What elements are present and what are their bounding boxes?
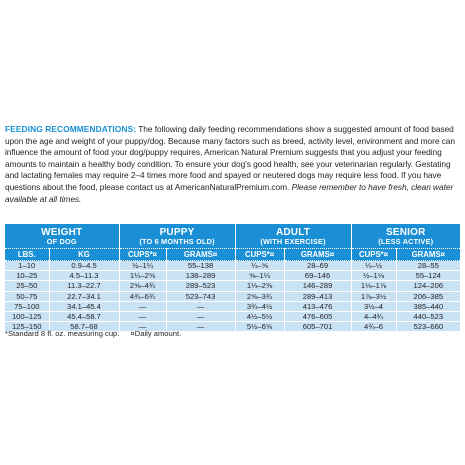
footnote-cups: *Standard 8 fl. oz. measuring cup.	[5, 329, 120, 338]
table-cell: 2⅝–4¾	[119, 281, 166, 291]
table-cell: 1⅓–2⅝	[235, 281, 284, 291]
table-body	[5, 261, 460, 332]
table-cell: 5½–6⅝	[235, 322, 284, 332]
table-cell: 124–206	[396, 281, 460, 291]
group-header-weight	[5, 224, 119, 249]
table-cell: 413–476	[284, 301, 351, 311]
footnotes	[5, 329, 181, 339]
feeding-body-text: The following daily feeding recommendations show a suggested amount of food based upon the age and weight of your puppy/dog. Because many factors such as breed, activity level, environment and more can influence the amount of food your dog/puppy requires, American Natural Premium suggests that you adjust your feeding amounts to maintain a healthy body condition. To ensure your dog's good health, see your veterinarian regularly. Gestating and lactating females may require 2–4 times more food and spayed or neutered dogs may require less food. If you have questions about the food, please contact us at AmericanNaturalPremium.com.	[5, 124, 455, 192]
table-cell: —	[119, 301, 166, 311]
table-cell: 28–69	[284, 261, 351, 271]
table-unit-header	[5, 249, 460, 261]
group-title: PUPPY	[159, 227, 195, 238]
unit-header: CUPS*¤	[119, 249, 166, 261]
table-cell: 206–385	[396, 291, 460, 301]
footnote-daily: ¤Daily amount.	[130, 329, 182, 338]
feeding-intro	[5, 124, 461, 205]
table-cell: 55–124	[396, 271, 460, 281]
table-cell: 4¾–6¾	[119, 291, 166, 301]
table-row	[5, 312, 460, 322]
table-cell: 50–75	[5, 291, 49, 301]
table-cell: 75–100	[5, 301, 49, 311]
table-cell: 0.9–4.5	[49, 261, 119, 271]
unit-header: CUPS*¤	[235, 249, 284, 261]
group-header-puppy	[119, 224, 235, 249]
table-cell: 34.1–45.4	[49, 301, 119, 311]
table-cell: 3¾–4½	[235, 301, 284, 311]
table-cell: 11.3–22.7	[49, 281, 119, 291]
table-cell: 523–660	[396, 322, 460, 332]
group-header-adult	[235, 224, 351, 249]
table-cell: ¼–½	[351, 261, 396, 271]
table-cell: 22.7–34.1	[49, 291, 119, 301]
table-cell: 45.4–58.7	[49, 312, 119, 322]
table-cell: 4¾–6	[351, 322, 396, 332]
table-cell: ½–1¼	[119, 261, 166, 271]
table-cell: 4½–5½	[235, 312, 284, 322]
table-cell: 2⅝–3¾	[235, 291, 284, 301]
table-cell: 138–289	[166, 271, 235, 281]
table-cell: 523–743	[166, 291, 235, 301]
water-reminder: Please remember to have fresh, clean water available at all times.	[5, 181, 454, 204]
table-row	[5, 281, 460, 291]
table-cell: 58.7–68	[49, 322, 119, 332]
table-cell: 476–605	[284, 312, 351, 322]
table-cell: —	[166, 301, 235, 311]
table-cell: —	[166, 322, 235, 332]
table-cell: ¼–⅝	[235, 261, 284, 271]
table-cell: —	[119, 312, 166, 322]
table-cell: 4–4¾	[351, 312, 396, 322]
table-cell: 1⅛–1⅞	[351, 281, 396, 291]
feeding-table	[5, 224, 460, 331]
unit-header: GRAMS¤	[396, 249, 460, 261]
table-row	[5, 291, 460, 301]
table-cell: 440–523	[396, 312, 460, 322]
table-cell: 125–150	[5, 322, 49, 332]
unit-header: CUPS*¤	[351, 249, 396, 261]
table-cell: 28–55	[396, 261, 460, 271]
table-cell: 605–701	[284, 322, 351, 332]
table-cell: 25–50	[5, 281, 49, 291]
table-group-header	[5, 224, 460, 249]
table-cell: —	[119, 322, 166, 332]
group-subtitle: (TO 6 MONTHS OLD)	[139, 237, 215, 246]
unit-header: LBS.	[5, 249, 49, 261]
group-title: SENIOR	[386, 227, 426, 238]
unit-header: GRAMS¤	[166, 249, 235, 261]
table-cell: 1–10	[5, 261, 49, 271]
table-cell: 289–413	[284, 291, 351, 301]
table-cell: 55–138	[166, 261, 235, 271]
group-subtitle: (LESS ACTIVE)	[378, 237, 434, 246]
table-cell: 10–25	[5, 271, 49, 281]
unit-header: GRAMS¤	[284, 249, 351, 261]
table-cell: 385–440	[396, 301, 460, 311]
table-cell: —	[166, 312, 235, 322]
table-cell: 1⅞–3½	[351, 291, 396, 301]
table-cell: 289–523	[166, 281, 235, 291]
table-cell: 69–146	[284, 271, 351, 281]
table-cell: ⅝–1¼	[235, 271, 284, 281]
group-subtitle: OF DOG	[46, 237, 77, 246]
table-row	[5, 261, 460, 271]
table-cell: 100–125	[5, 312, 49, 322]
table-row	[5, 301, 460, 311]
group-title: WEIGHT	[41, 227, 83, 238]
table-cell: 146–289	[284, 281, 351, 291]
table-row	[5, 271, 460, 281]
unit-header: KG	[49, 249, 119, 261]
group-header-senior	[351, 224, 460, 249]
table-cell: ½–1⅛	[351, 271, 396, 281]
group-title: ADULT	[275, 227, 311, 238]
table-cell: 1¼–2⅝	[119, 271, 166, 281]
table-cell: 4.5–11.3	[49, 271, 119, 281]
group-subtitle: (WITH EXERCISE)	[260, 237, 326, 246]
table-cell: 3½–4	[351, 301, 396, 311]
feeding-heading: FEEDING RECOMMENDATIONS:	[5, 124, 137, 134]
